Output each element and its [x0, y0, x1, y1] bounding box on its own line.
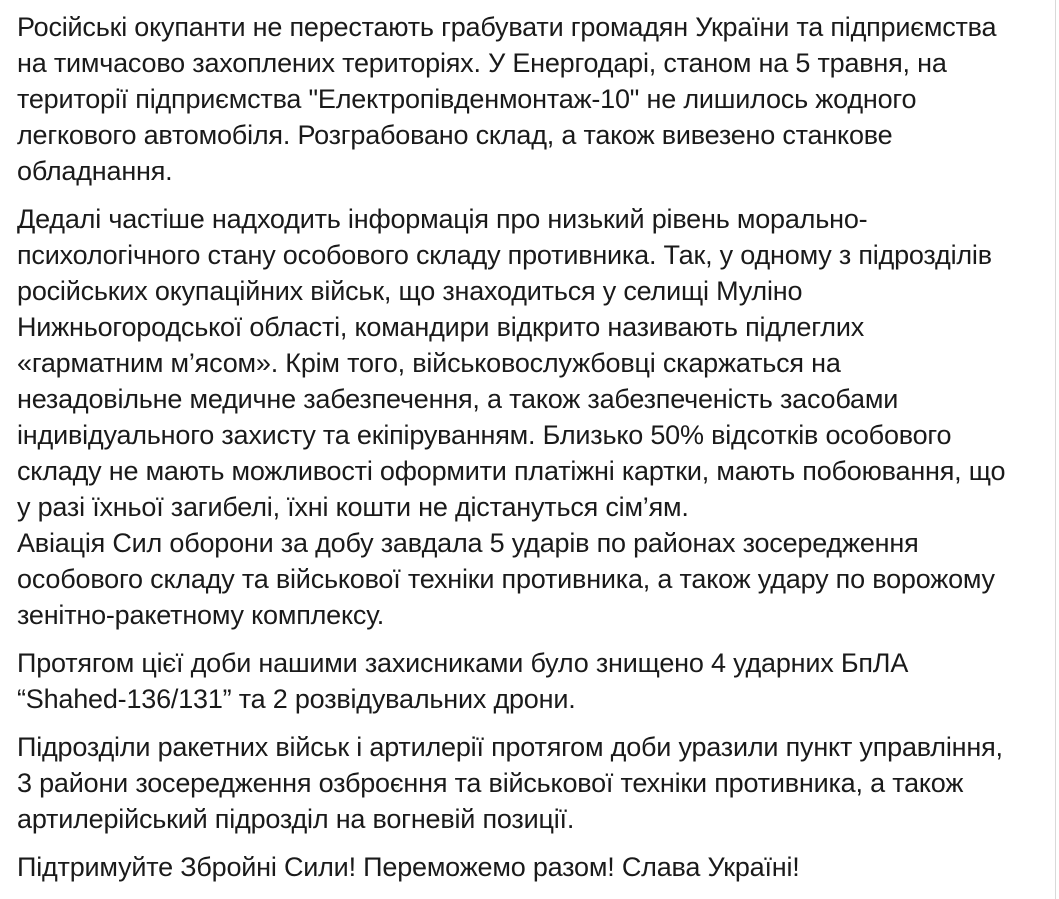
text-line: на тимчасово захоплених територіях. У Енергодарі, станом на 5 травня, на — [17, 48, 947, 78]
text-line: особового складу та військової техніки противника, а також удару по ворожому — [17, 564, 995, 594]
text-line: Авіація Сил оборони за добу завдала 5 ударів по районах зосередження — [17, 528, 919, 558]
text-line: Підрозділи ракетних військ і артилерії протягом доби уразили пункт управління, — [17, 732, 1003, 762]
text-line: Протягом цієї доби нашими захисниками було знищено 4 ударних БпЛА — [17, 648, 909, 678]
text-line: Підтримуйте Збройні Сили! Переможемо разом! Слава Україні! — [17, 852, 800, 882]
text-line: Дедалі частіше надходить інформація про низький рівень морально- — [17, 204, 868, 234]
paragraph — [17, 729, 1059, 837]
text-line: російських окупаційних військ, що знаходиться у селищі Муліно — [17, 276, 803, 306]
text-line: “Shahed-136/131” та 2 розвідувальних дрони. — [17, 684, 576, 714]
text-line: індивідуального захисту та екіпіруванням. Близько 50% відсотків особового — [17, 420, 952, 450]
text-line: Нижньогородської області, командири відкрито називають підлеглих — [17, 312, 865, 342]
paragraph — [17, 849, 1059, 885]
paragraph — [17, 9, 1059, 189]
text-line: незадовільне медичне забезпечення, а також забезпеченість засобами — [17, 384, 899, 414]
text-line: артилерійський підрозділ на вогневій позиції. — [17, 804, 575, 834]
text-line: у разі їхньої загибелі, їхні кошти не дістануться сім’ям. — [17, 492, 689, 522]
text-line: Російські окупанти не перестають грабувати громадян України та підприємства — [17, 12, 997, 42]
text-line: зенітно-ракетному комплексу. — [17, 600, 385, 630]
right-edge-divider — [1055, 0, 1056, 899]
paragraph — [17, 645, 1059, 717]
text-line: «гарматним м’ясом». Крім того, військовослужбовці скаржаться на — [17, 348, 841, 378]
text-line: легкового автомобіля. Розграбовано склад, а також вивезено станкове — [17, 120, 893, 150]
text-line: психологічного стану особового складу противника. Так, у одному з підрозділів — [17, 240, 992, 270]
text-line: складу не мають можливості оформити платіжні картки, мають побоювання, що — [17, 456, 1006, 486]
text-line: 3 райони зосередження озброєння та військової техніки противника, а також — [17, 768, 964, 798]
paragraph — [17, 201, 1059, 633]
post-paragraphs — [17, 9, 1059, 885]
text-line: обладнання. — [17, 156, 173, 186]
text-line: території підприємства "Електропівденмонтаж-10" не лишилось жодного — [17, 84, 917, 114]
